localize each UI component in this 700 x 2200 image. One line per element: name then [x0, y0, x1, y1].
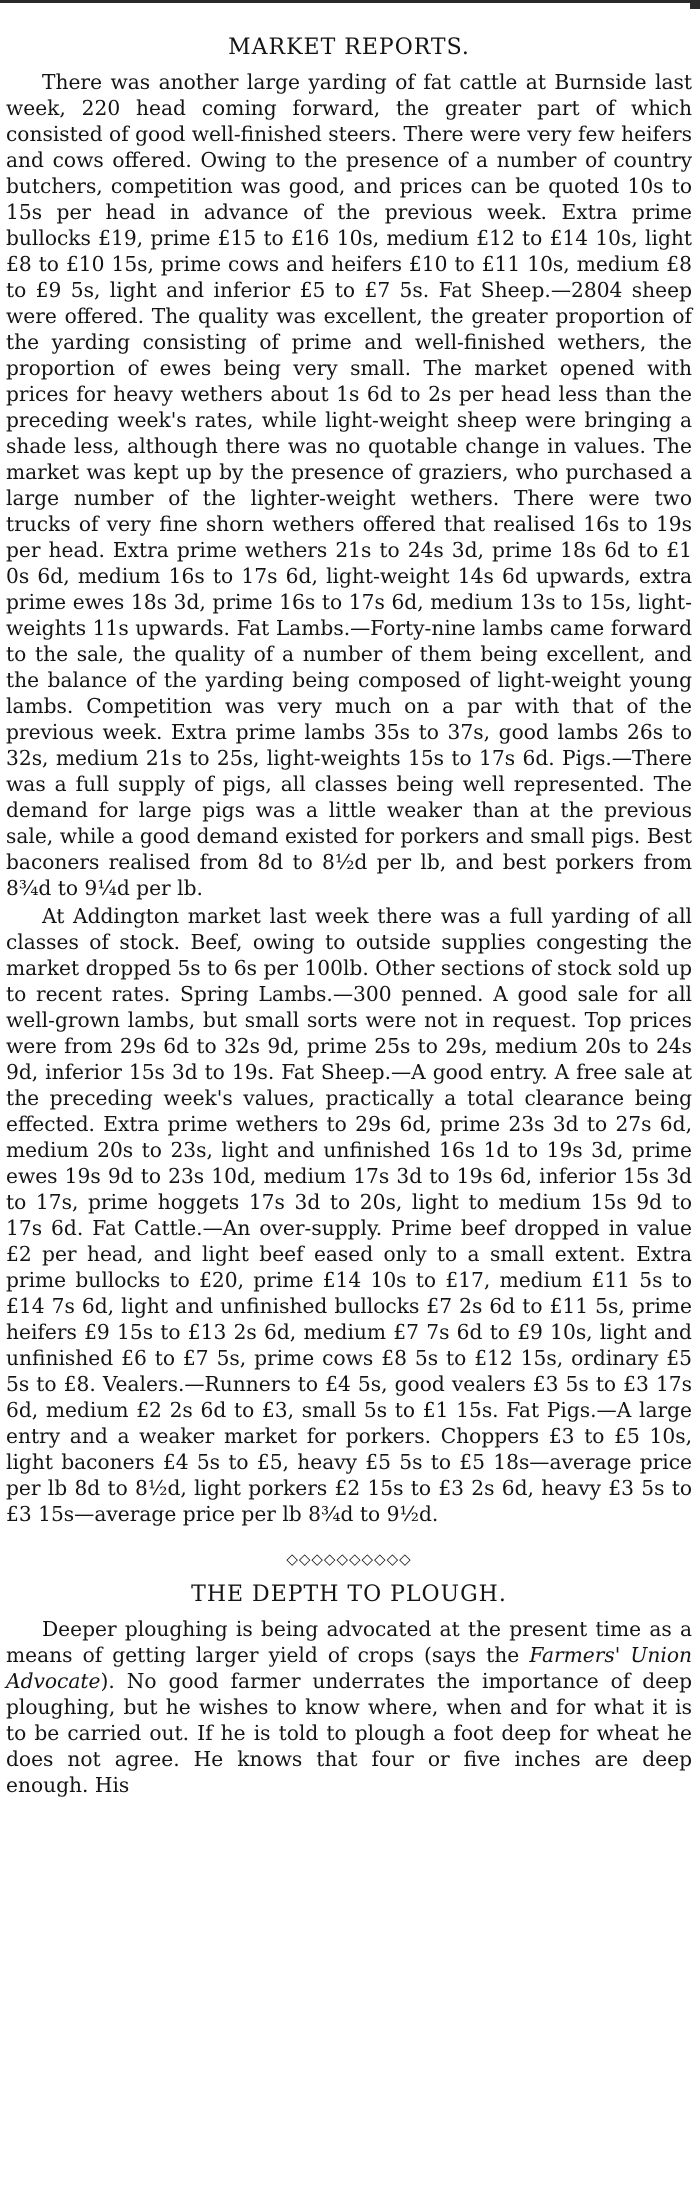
source-publication-title: Farmers' Union Advocate — [6, 1643, 692, 1693]
addington-report-paragraph: At Addington market last week there was a full yarding of all classes of stock. Beef, owing to outside supplies congesting the market dropped 5s to 6s per 100lb. Other sections of stock sold up to recent rates. Spring Lambs.—300 penned. A good sale for all well-grown lambs, but small sorts were not in request. Top prices were from 29s 6d to 32s 9d, prime 25s to 29s, medium 20s to 24s 9d, inferior 15s 3d to 19s. Fat Sheep.—A good entry. A free sale at the preceding week's values, practically a total clearance being effected. Extra prime wethers to 29s 6d, prime 23s 3d to 27s 6d, medium 20s to 23s, light and unfinished 16s 1d to 19s 3d, prime ewes 19s 9d to 23s 10d, medium 17s 3d to 19s 6d, inferior 15s 3d to 17s, prime hoggets 17s 3d to 20s, light to medium 15s 9d to 17s 6d. Fat Cattle.—An over-supply. Prime beef dropped in value £2 per head, and light beef eased only to a small extent. Extra prime bullocks to £20, prime £14 10s to £17, medium £11 5s to £14 7s 6d, light and unfinished bullocks £7 2s 6d to £11 5s, prime heifers £9 15s to £13 2s 6d, medium £7 7s 6d to £9 10s, light and unfinished £6 to £7 5s, prime cows £8 5s to £12 15s, ordinary £5 5s to £8. Vealers.—Runners to £4 5s, good vealers £3 5s to £3 17s 6d, medium £2 2s 6d to £3, small 5s to £1 15s. Fat Pigs.—A large entry and a weaker market for porkers. Choppers £3 to £5 10s, light baconers £4 5s to £5, heavy £5 5s to £5 18s—average price per lb 8d to 8½d, light porkers £2 15s to £3 2s 6d, heavy £3 5s to £3 15s—average price per lb 8¾d to 9½d. — [6, 904, 692, 1526]
burnside-report-paragraph: There was another large yarding of fat cattle at Burnside last week, 220 head coming forward, the greater part of which consisted of good well-finished steers. There were very few heifers and cows offered. Owing to the presence of a number of country butchers, competition was good, and prices can be quoted 10s to 15s per head in advance of the previous week. Extra prime bullocks £19, prime £15 to £16 10s, medium £12 to £14 10s, light £8 to £10 15s, prime cows and heifers £10 to £11 10s, medium £8 to £9 5s, light and inferior £5 to £7 5s. Fat Sheep.—2804 sheep were offered. The quality was excellent, the greater proportion of the yarding consisting of prime and well-finished wethers, the proportion of ewes being very small. The market opened with prices for heavy wethers about 1s 6d to 2s per head less than the preceding week's rates, while light-weight sheep were bringing a shade less, although there was no quotable change in values. The market was kept up by the presence of graziers, who purchased a large number of the lighter-weight wethers. There were two trucks of very fine shorn wethers offered that realised 16s to 19s per head. Extra prime wethers 21s to 24s 3d, prime 18s 6d to £1 0s 6d, medium 16s to 17s 6d, light-weight 14s 6d upwards, extra prime ewes 18s 3d, prime 16s to 17s 6d, medium 13s to 15s, light-weights 11s upwards. Fat Lambs.—Forty-nine lambs came forward to the sale, the quality of a number of them being excellent, and the balance of the yarding being composed of light-weight young lambs. Competition was very much on a par with that of the previous week. Extra prime lambs 35s to 37s, good lambs 26s to 32s, medium 21s to 25s, light-weights 15s to 17s 6d. Pigs.—There was a full supply of pigs, all classes being well represented. The demand for large pigs was a little weaker than at the previous sale, while a good demand existed for porkers and small pigs. Best baconers realised from 8d to 8½d per lb, and best porkers from 8¾d to 9¼d per lb. — [6, 70, 692, 900]
text-column — [6, 34, 692, 1798]
depth-to-plough-paragraph — [6, 1616, 692, 1798]
top-rule — [0, 0, 700, 3]
paragraph-text-start: Deeper ploughing is being advocated at the present time as a means of getting larger yield of crops (says the — [6, 1617, 692, 1667]
depth-to-plough-heading: THE DEPTH TO PLOUGH. — [191, 1582, 507, 1607]
market-reports-article — [6, 34, 692, 1527]
paragraph-text-end: ). No good farmer underrates the importance of deep ploughing, but he wishes to know where, when and for what it is to be carried out. If he is told to plough a foot deep for wheat he does not agree. He knows that four or five inches are deep enough. His — [6, 1669, 692, 1797]
top-rule-corner-mark — [690, 0, 700, 9]
market-reports-heading: MARKET REPORTS. — [228, 35, 470, 60]
depth-to-plough-article — [6, 1581, 692, 1798]
section-divider-ornament: ◇◇◇◇◇◇◇◇◇◇ — [286, 1550, 412, 1568]
